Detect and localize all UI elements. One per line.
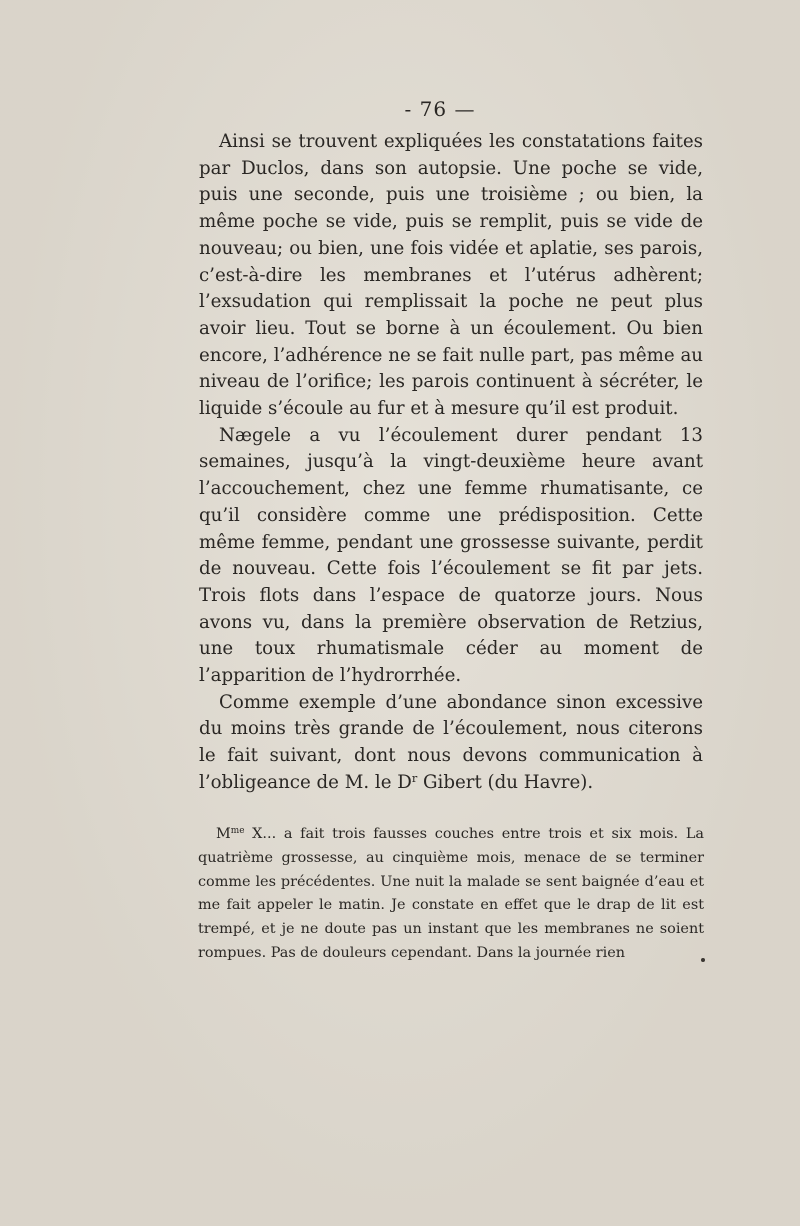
paragraph: Ainsi se trouvent expliquées les constatations faites par Duclos, dans son autopsie. Une poche se vide, puis une seconde, puis une troisième ; ou bien, la même poche se vide, puis se remplit, puis se vide de nouveau; ou bien, une fois vidée et aplatie, ses parois, c’est-à-dire les membranes et l’utérus adhèrent; l’exsudation qui remplissait la poche ne peut plus avoir lieu. Tout se borne à un écoulement. Ou bien encore, l’adhérence ne se fait nulle part, pas même au niveau de l’orifice; les parois continuent à sécréter, le liquide s’écoule au fur et à mesure qu’il est produit. bbox=[199, 131, 703, 420]
body-text bbox=[199, 129, 703, 797]
ink-speck bbox=[701, 958, 705, 962]
note-paragraph bbox=[198, 823, 704, 966]
superscript: me bbox=[230, 826, 245, 837]
note-text: X... a fait trois fausses couches entre trois et six mois. La quatrième grossesse, au cinquième mois, menace de se terminer comme les précédentes. Une nuit la malade se sent baignée d’eau et me fait appeler le matin. Je constate en effet que le drap de lit est trempé, et je ne doute pas un instant que les membranes ne soient rompues. Pas de douleurs cependant. Dans la journée rien bbox=[198, 826, 704, 961]
superscript: r bbox=[411, 771, 418, 785]
paragraph bbox=[199, 690, 703, 797]
paragraph-text: Gibert (du Havre). bbox=[417, 771, 594, 793]
case-note bbox=[198, 823, 704, 966]
note-prefix: M bbox=[216, 826, 231, 842]
paragraph-text: Comme exemple d’une abondance sinon excessive du moins très grande de l’écoulement, nous citerons le fait suivant, dont nous devons communication à l’obligeance de M. le D bbox=[199, 691, 703, 793]
paragraph: Nægele a vu l’écoulement durer pendant 13 semaines, jusqu’à la vingt-deuxième heure avant l’accouchement, chez une femme rhumatisante, ce qu’il considère comme une prédisposition. Cette même femme, pendant une grossesse suivante, perdit de nouveau. Cette fois l’écoulement se fit par jets. Trois flots dans l’espace de quatorze jours. Nous avons vu, dans la première observation de Retzius, une toux rhumatismale céder au moment de l’apparition de l’hydrorrhée. bbox=[199, 424, 703, 687]
page-number: - 76 — bbox=[404, 97, 476, 121]
